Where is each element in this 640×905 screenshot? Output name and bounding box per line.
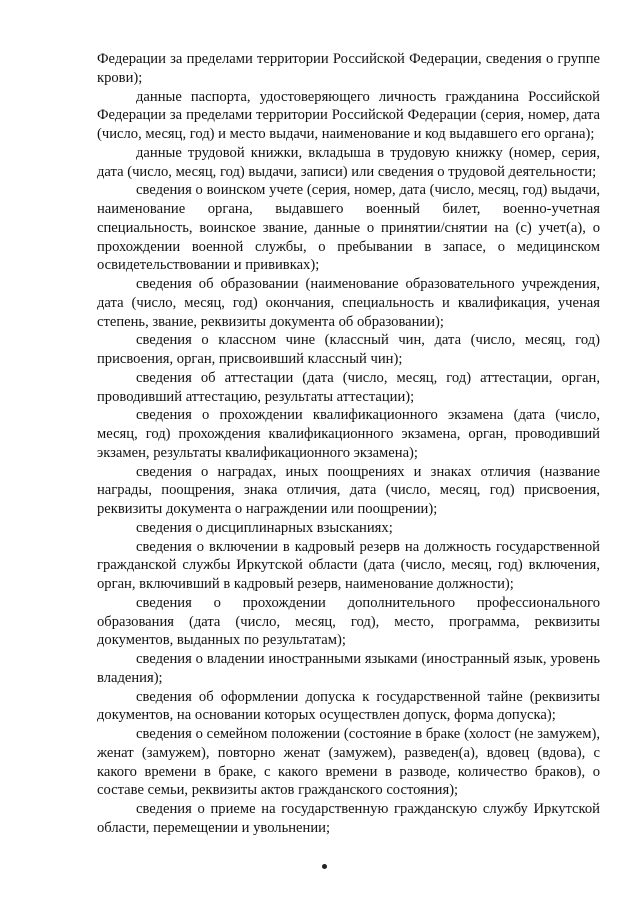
paragraph-personnel-reserve: сведения о включении в кадровый резерв на должность государственной гражданской службы Иркутской области (дата (число, месяц, год) включения, орган, включивший в кадровый резерв, наименование должности); <box>97 538 600 592</box>
paragraph-work-book: данные трудовой книжки, вкладыша в трудовую книжку (номер, серия, дата (число, месяц, год) выдачи, записи) или сведения о трудовой деятельности; <box>97 144 600 180</box>
paragraph-passport: данные паспорта, удостоверяющего личность гражданина Российской Федерации за пределами территории Российской Федерации (серия, номер, дата (число, месяц, год) и место выдачи, наименование и код выдавшего его органа); <box>97 88 600 142</box>
paragraph-qualification-exam: сведения о прохождении квалификационного экзамена (дата (число, месяц, год) прохождения квалификационного экзамена, орган, проводивший экзамен, результаты квалификационного экзамена); <box>97 407 600 461</box>
paragraph-class-rank: сведения о классном чине (классный чин, дата (число, месяц, год) присвоения, орган, присвоивший классный чин); <box>97 332 600 367</box>
paragraph-attestation: сведения об аттестации (дата (число, месяц, год) аттестации, орган, проводивший аттестацию, результаты аттестации); <box>97 369 600 405</box>
paragraph-awards: сведения о наградах, иных поощрениях и знаках отличия (название награды, поощрения, знака отличия, дата (число, месяц, год) присвоения, реквизиты документа о награждении или поощрении); <box>97 463 600 517</box>
document-body <box>97 50 600 838</box>
paragraph-employment: сведения о приеме на государственную гражданскую службу Иркутской области, перемещении и увольнении; <box>97 801 600 836</box>
paragraph-disciplinary: сведения о дисциплинарных взысканиях; <box>136 519 393 536</box>
paragraph-family-status: сведения о семейном положении (состояние в браке (холост (не замужем), женат (замужем), повторно женат (замужем), разведен(а), вдовец (вдова), с какого времени в браке, с какого времени в разводе, количество браков), о составе семьи, реквизиты актов гражданского состояния); <box>97 726 600 799</box>
paragraph-education: сведения об образовании (наименование образовательного учреждения, дата (число, месяц, год) окончания, специальность и квалификация, ученая степень, звание, реквизиты документа об образовании); <box>97 276 600 330</box>
paragraph-languages: сведения о владении иностранными языками (иностранный язык, уровень владения); <box>97 651 600 686</box>
paragraph-military: сведения о воинском учете (серия, номер, дата (число, месяц, год) выдачи, наименование органа, выдавшего военный билет, военно-учетная специальность, воинское звание, данные о принятии/снятии на (с) учет(а), о прохождении военной службы, о пребывании в запасе, о медицинском освидетельствовании и прививках); <box>97 182 600 274</box>
paragraph-continuation: Федерации за пределами территории Российской Федерации, сведения о группе крови); <box>97 51 600 86</box>
page-marker-dot <box>322 864 327 869</box>
paragraph-state-secret: сведения об оформлении допуска к государственной тайне (реквизиты документов, на основании которых осуществлен допуск, форма допуска); <box>97 688 600 724</box>
paragraph-additional-education: сведения о прохождении дополнительного профессионального образования (дата (число, месяц, год), место, программа, реквизиты документов, выданных по результатам); <box>97 594 600 649</box>
